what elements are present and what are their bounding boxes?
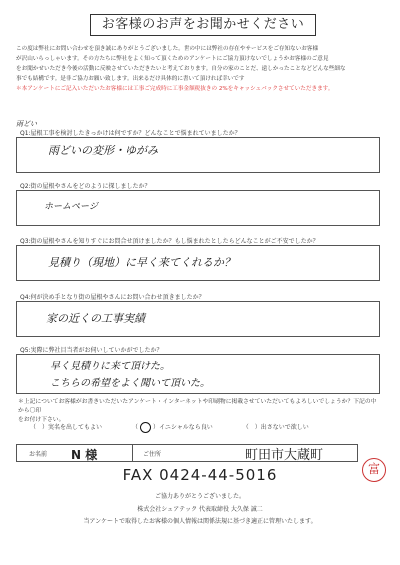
option-anonymous[interactable]: （ ）出さないで欲しい bbox=[242, 424, 309, 431]
answer-1-handwriting: 雨どいの変形・ゆがみ bbox=[48, 144, 158, 157]
intro-line: この度は弊社にお問い合わせを頂き誠にありがとうございました。世の中には弊社の存在やサービスをご存知ないお客様 bbox=[16, 46, 319, 52]
intro-line: 事でも結構です。是非ご協力お願い致します。出来るだけ具体的に書いて頂ければ幸いです bbox=[16, 76, 245, 82]
intro-text bbox=[16, 44, 386, 94]
answer-4-handwriting: 家の近くの工事実績 bbox=[46, 312, 145, 325]
intro-line: が沢山いらっしゃいます。その方たちに弊社をよく知って頂くためのアンケートにご協力頂けないでしょうかお客様のご意見 bbox=[16, 56, 329, 62]
fax-number: FAX 0424-44-5016 bbox=[122, 466, 278, 484]
consent-text bbox=[18, 398, 382, 425]
option-real-name[interactable]: （ ）実名を出してもよい bbox=[30, 424, 103, 431]
question-1-label: Q1:屋根工事を検討したきっかけは何ですか？どんなことで悩まれていましたか？ bbox=[20, 130, 241, 137]
intro-line: をお聞かせいただき今後の活動に反映させていただきたいと考えております。自分の家のことだ、遠しかったことなどどんな些細な bbox=[16, 66, 346, 72]
question-3-label: Q3:街の屋根やさんを知りすぐにお問合せ頂けましたか？もし悩まれたとしたらどんなことがご不安でしたか？ bbox=[20, 238, 319, 245]
address-value: 町田市大蔵町 bbox=[245, 448, 324, 463]
consent-line: ＊上記についてお客様がお書きいただいたアンケート・インターネットや印刷物に掲載させていただいてもよろしいでしょうか？下記の中から〇印 bbox=[18, 399, 377, 414]
company-line: 株式会社シェアテック 代表取締役 大久保 誠二 bbox=[137, 506, 263, 513]
consent-line: をお付け下さい。 bbox=[18, 417, 65, 423]
name-divider bbox=[132, 445, 133, 461]
question-2-label: Q2:街の屋根やさんをどのように探しましたか？ bbox=[20, 183, 151, 190]
name-address-row bbox=[16, 444, 358, 462]
question-5-label: Q5:実際に弊社目当者がお伺いしていかがでしたか？ bbox=[20, 347, 163, 354]
publication-options bbox=[30, 422, 309, 433]
answer-3-handwriting: 見積り（現地）に早く来てくれるか？ bbox=[48, 256, 235, 269]
name-value: N 様 bbox=[71, 448, 98, 462]
question-4-label: Q4:何が決め手となり街の屋根やさんにお問い合わせ頂きましたか？ bbox=[20, 294, 205, 301]
selected-circle-mark bbox=[140, 422, 151, 433]
answer-5-handwriting-line2: こちらの希望をよく聞いて頂いた。 bbox=[50, 378, 210, 389]
answer-2-handwriting: ホームページ bbox=[44, 202, 98, 212]
address-label: ご住所 bbox=[143, 451, 162, 458]
name-label: お名前 bbox=[29, 451, 48, 458]
privacy-line: 当アンケートで取得したお客様の個人情報は関係法規に基づき適正に管理いたします。 bbox=[83, 518, 317, 525]
thanks-text: ご協力ありがとうございました。 bbox=[154, 493, 245, 500]
option-initials[interactable]: （ ）イニシャルなら良い bbox=[132, 424, 213, 431]
answer-5-handwriting-line1: 早く見積りに来て頂けた。 bbox=[50, 361, 170, 372]
answer-1-correction: 雨どい bbox=[16, 120, 37, 128]
cashback-note: ＊本アンケートにご記入いただいたお客様には工事ご完成時に工事金額税抜きの 2%をキャッシュバックさせていただきます。 bbox=[16, 86, 334, 92]
page-title: お客様のお声をお聞かせください bbox=[90, 14, 316, 36]
company-seal: 富 bbox=[362, 458, 386, 482]
